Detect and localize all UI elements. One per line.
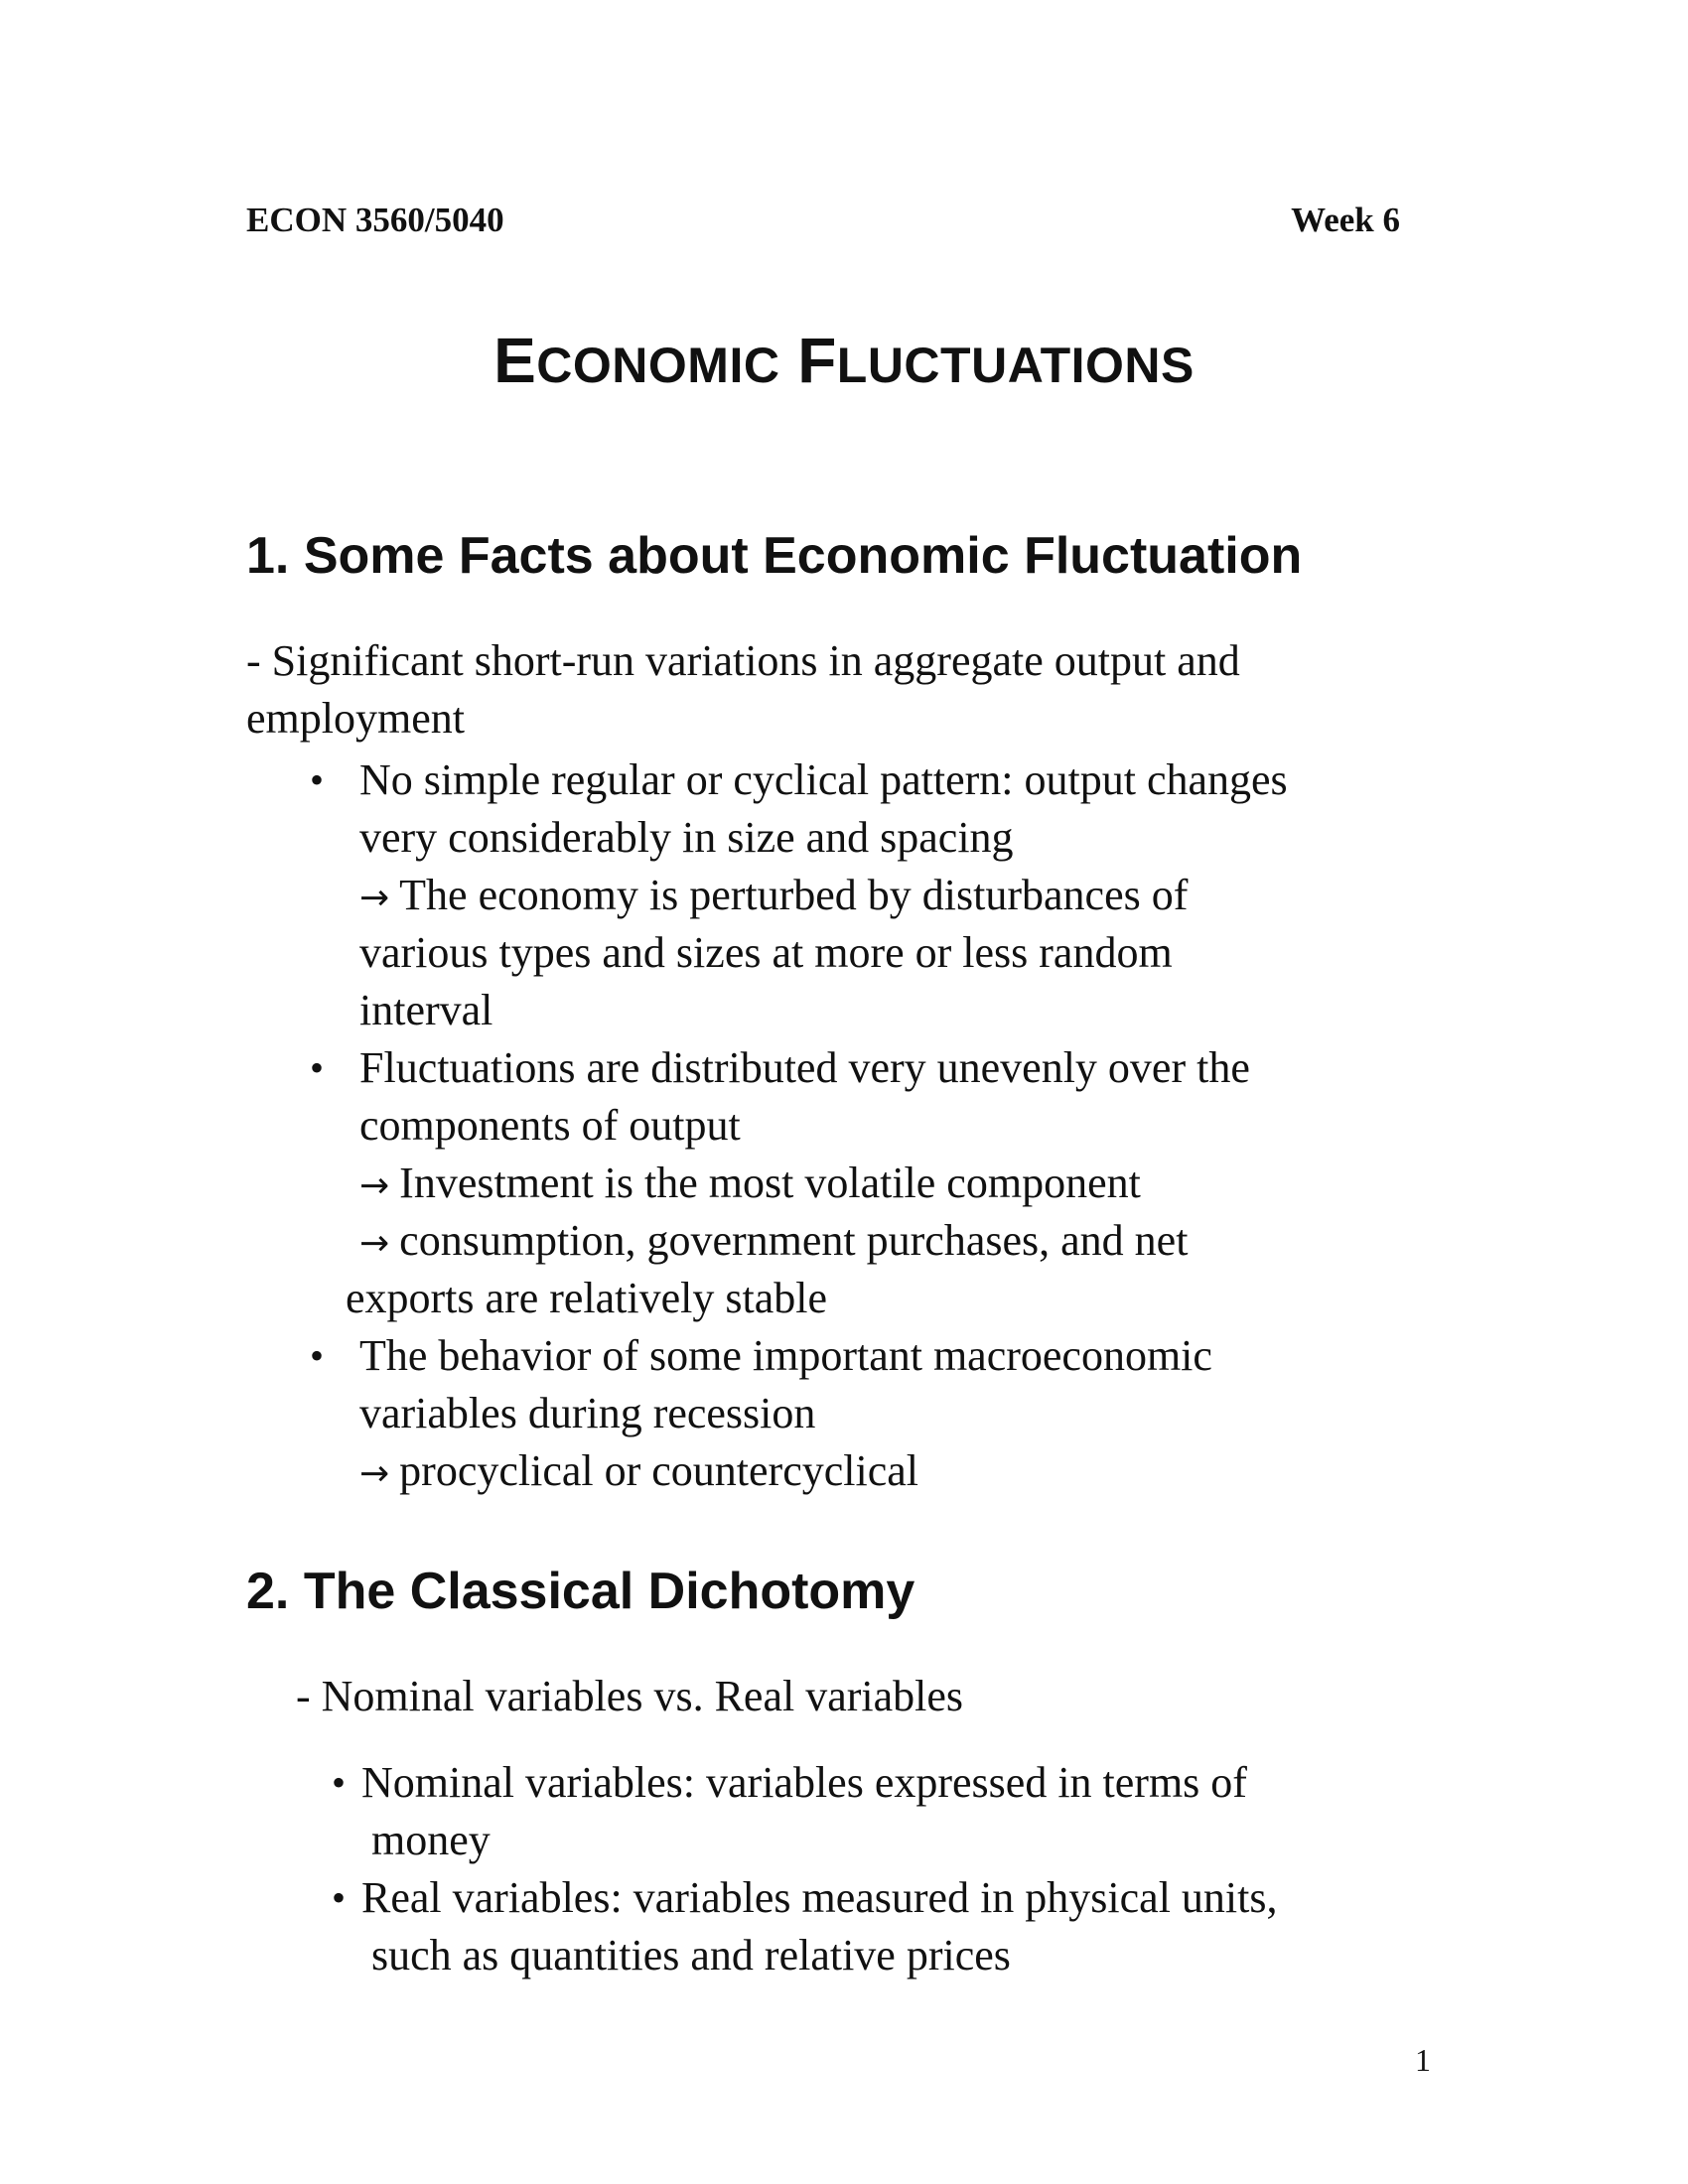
bullet-3-line-2: variables during recession: [359, 1389, 816, 1437]
section-2-dash-item: - Nominal variables vs. Real variables: [296, 1672, 964, 1720]
title-cap-2: F: [797, 325, 837, 396]
bullet-1-line-2: very considerably in size and spacing: [359, 813, 1014, 862]
bullet-icon: •: [310, 1333, 325, 1378]
arrow-right-icon: →: [359, 1223, 390, 1264]
bullet-1-arrow-1-line-3: interval: [359, 986, 493, 1034]
bullet-icon: •: [310, 1045, 325, 1090]
bullet-3-arrow-1: [359, 1442, 918, 1503]
bullet-2-arrow-2-line-2: exports are relatively stable: [346, 1274, 828, 1322]
bullet-2-arrow-2-line-1: [359, 1212, 1188, 1273]
section-1-heading: 1. Some Facts about Economic Fluctuation: [246, 527, 1303, 585]
section-2-heading: 2. The Classical Dichotomy: [246, 1563, 915, 1620]
title-rest-1: CONOMIC: [536, 338, 780, 393]
bullet-1-line-1: No simple regular or cyclical pattern: output changes: [359, 755, 1288, 804]
arrow-right-icon: →: [359, 1165, 390, 1206]
section-2-bullet-2-line-2: such as quantities and relative prices: [371, 1931, 1011, 1979]
title-cap-1: E: [493, 325, 537, 396]
bullet-3-line-1: The behavior of some important macroeconomic: [359, 1331, 1212, 1380]
bullet-2-line-1: Fluctuations are distributed very unevenly over the: [359, 1043, 1250, 1092]
section-2-bullet-1-line-1: Nominal variables: variables expressed in terms of: [361, 1758, 1247, 1807]
arrow-text: The economy is perturbed by disturbances of: [399, 871, 1189, 919]
bullet-2-line-2: components of output: [359, 1101, 741, 1150]
arrow-text: consumption, government purchases, and net: [399, 1216, 1189, 1265]
section-2-bullet-2-line-1: Real variables: variables measured in physical units,: [361, 1873, 1278, 1922]
bullet-1-arrow-1-line-1: [359, 867, 1188, 927]
bullet-icon: •: [310, 757, 325, 802]
section-2-bullet-1-line-2: money: [371, 1816, 491, 1864]
bullet-icon: •: [332, 1760, 347, 1805]
section-1-intro-line-2: employment: [246, 694, 465, 743]
week-label: Week 6: [1291, 201, 1400, 239]
page-number: 1: [1415, 2042, 1431, 2078]
bullet-2-arrow-1: [359, 1155, 1141, 1215]
arrow-text: procyclical or countercyclical: [399, 1446, 918, 1495]
course-code: ECON 3560/5040: [246, 201, 504, 239]
section-1-intro-line-1: - Significant short-run variations in aggregate output and: [246, 636, 1240, 685]
document-title: [0, 316, 1688, 410]
bullet-1-arrow-1-line-2: various types and sizes at more or less random: [359, 928, 1173, 977]
arrow-text: Investment is the most volatile component: [399, 1159, 1141, 1207]
title-rest-2: LUCTUATIONS: [836, 338, 1195, 393]
arrow-right-icon: →: [359, 1453, 390, 1494]
bullet-icon: •: [332, 1875, 347, 1920]
page-header: [246, 197, 1400, 244]
arrow-right-icon: →: [359, 878, 390, 918]
